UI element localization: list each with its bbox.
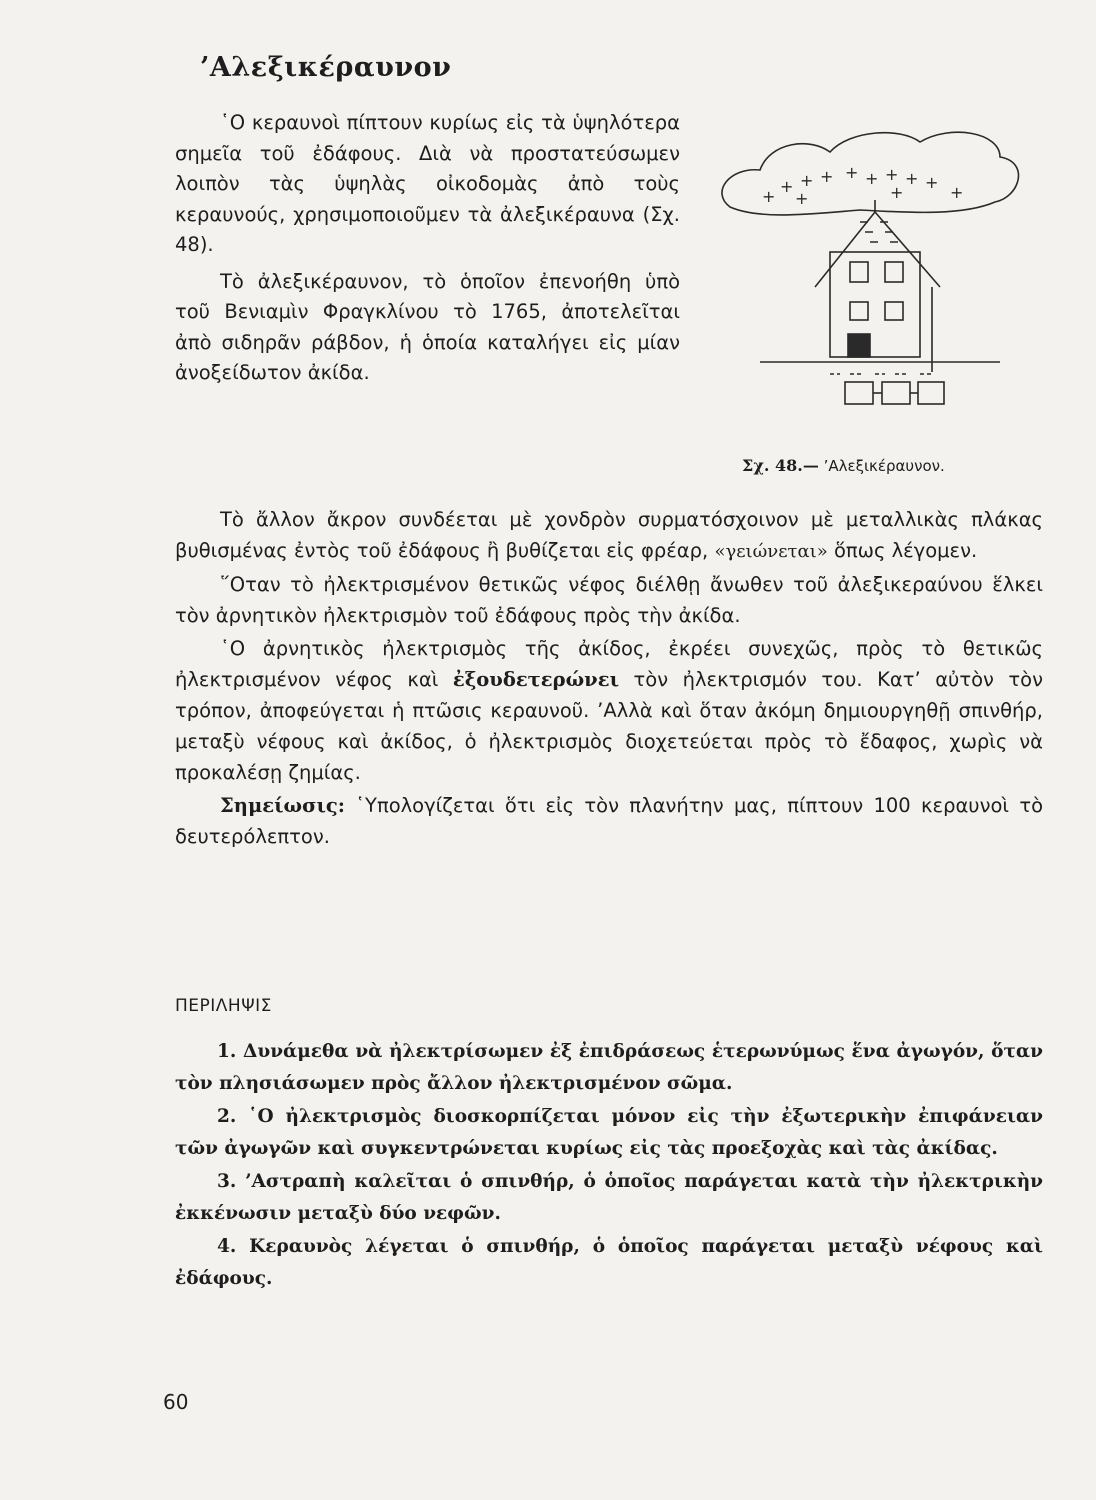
house-door	[848, 334, 870, 357]
body-paragraph-1	[175, 504, 1043, 567]
svg-text:+: +	[845, 163, 859, 182]
figure-caption	[742, 456, 945, 475]
lightning-rod-illustration	[700, 112, 1040, 452]
figure-number: Σχ. 48.—	[742, 456, 819, 475]
summary-item-1: 1. Δυνάμεθα νὰ ἠλεκτρίσωμεν ἐξ ἐπιδράσεως ἑτερωνύμως ἕνα ἀγωγόν, ὅταν τὸν πλησιάσωμεν πρὸς ἄλλον ἠλεκτρισμένον σῶμα.	[175, 1041, 1043, 1094]
svg-text:+: +	[800, 171, 814, 190]
intro-text	[175, 108, 680, 389]
svg-text:+: +	[950, 183, 964, 202]
main-text	[175, 504, 1043, 852]
body-paragraph-1-end: ὅπως λέγομεν.	[827, 539, 978, 562]
svg-text:+: +	[820, 167, 834, 186]
house-walls	[830, 252, 920, 357]
intro-paragraph-1: ῾Ο κεραυνοὶ πίπτουν κυρίως εἰς τὰ ὑψηλότερα σημεῖα τοῦ ἐδάφους. Διὰ νὰ προστατεύσωμεν λοιπὸν τὰς ὑψηλὰς οἰκοδομὰς ἀπὸ τοὺς κεραυνούς, χρησιμοποιοῦμεν τὰ ἀλεξικέραυνα (Σχ. 48).	[175, 111, 680, 256]
svg-text:+: +	[925, 173, 939, 192]
intro-paragraph-2: Τὸ ἀλεξικέραυνον, τὸ ὁποῖον ἐπενοήθη ὑπὸ τοῦ Βενιαμὶν Φραγκλίνου τὸ 1765, ἀποτελεῖται ἀπὸ σιδηρᾶν ράβδον, ἡ ὁποία καταλήγει εἰς μίαν ἀνοξείδωτον ἀκίδα.	[175, 269, 680, 384]
section-title: ’Αλεξικέραυνον	[200, 52, 452, 83]
figure-caption-text: ’Αλεξικέραυνον.	[823, 457, 945, 475]
body-paragraph-3-a: ῾Ο ἀρνητικὸς ἠλεκτρισμὸς τῆς ἀκίδος, ἐκρέει συνεχῶς, πρὸς τὸ θετικῶς ἠλεκτρισμένον νέφος καὶ	[175, 637, 1043, 691]
body-paragraph-1-text: Τὸ ἄλλον ἄκρον συνδέεται μὲ χονδρὸν συρματόσχοινον μὲ μεταλλικὰς πλάκας βυθισμένας ἐντὸς τοῦ ἐδάφους ἢ βυθίζεται εἰς φρέαρ,	[175, 508, 1043, 562]
summary-heading: ΠΕΡΙΛΗΨΙΣ	[175, 996, 272, 1016]
bold-term-neutralizes: ἐξουδετερώνει	[452, 668, 620, 691]
svg-text:+: +	[795, 189, 809, 208]
page-number: 60	[163, 1390, 189, 1414]
quote-grounding: «γειώνεται»	[714, 541, 828, 562]
note-paragraph	[175, 790, 1043, 852]
body-paragraph-2: ῞Οταν τὸ ἠλεκτρισμένον θετικῶς νέφος διέλθῃ ἄνωθεν τοῦ ἀλεξικεραύνου ἕλκει τὸν ἀρνητικὸν ἠλεκτρισμὸν τοῦ ἐδάφους πρὸς τὴν ἀκίδα.	[175, 573, 1043, 627]
svg-text:+: +	[865, 169, 879, 188]
figure-48	[700, 112, 1040, 502]
svg-text:+: +	[905, 169, 919, 188]
summary-item-3: 3. ’Αστραπὴ καλεῖται ὁ σπινθήρ, ὁ ὁποῖος παράγεται κατὰ τὴν ἠλεκτρικὴν ἐκκένωσιν μεταξὺ δύο νεφῶν.	[175, 1171, 1043, 1224]
body-paragraph-3-b: τὸν ἠλεκτρισμόν του. Κατ’ αὐτὸν τὸν τρόπον, ἀποφεύγεται ἡ πτῶσις κεραυνοῦ. ’Αλλὰ καὶ ὅταν ἀκόμη δημιουργηθῇ σπινθήρ, μεταξὺ νέφους καὶ ἀκίδος, ὁ ἠλεκτρισμὸς διοχετεύεται πρὸς τὸ ἔδαφος, χωρὶς νὰ προκαλέσῃ ζημίας.	[175, 668, 1043, 784]
summary-item-4: 4. Κεραυνὸς λέγεται ὁ σπινθήρ, ὁ ὁποῖος παράγεται μεταξὺ νέφους καὶ ἐδάφους.	[175, 1236, 1043, 1289]
body-paragraph-3	[175, 633, 1043, 788]
note-text: ῾Υπολογίζεται ὅτι εἰς τὸν πλανήτην μας, πίπτουν 100 κεραυνοὶ τὸ δευτερόλεπτον.	[175, 794, 1043, 848]
summary-list	[175, 1036, 1043, 1296]
house-roof	[815, 212, 940, 287]
note-label: Σημείωσις:	[220, 794, 345, 817]
svg-text:+: +	[890, 183, 904, 202]
svg-text:+: +	[780, 177, 794, 196]
svg-text:+: +	[762, 187, 776, 206]
summary-item-2: 2. ῾Ο ἠλεκτρισμὸς διοσκορπίζεται μόνον εἰς τὴν ἐξωτερικὴν ἐπιφάνειαν τῶν ἀγωγῶν καὶ συγκεντρώνεται κυρίως εἰς τὰς προεξοχὰς καὶ τὰς ἀκίδας.	[175, 1106, 1043, 1159]
svg-text:+: +	[885, 165, 899, 184]
